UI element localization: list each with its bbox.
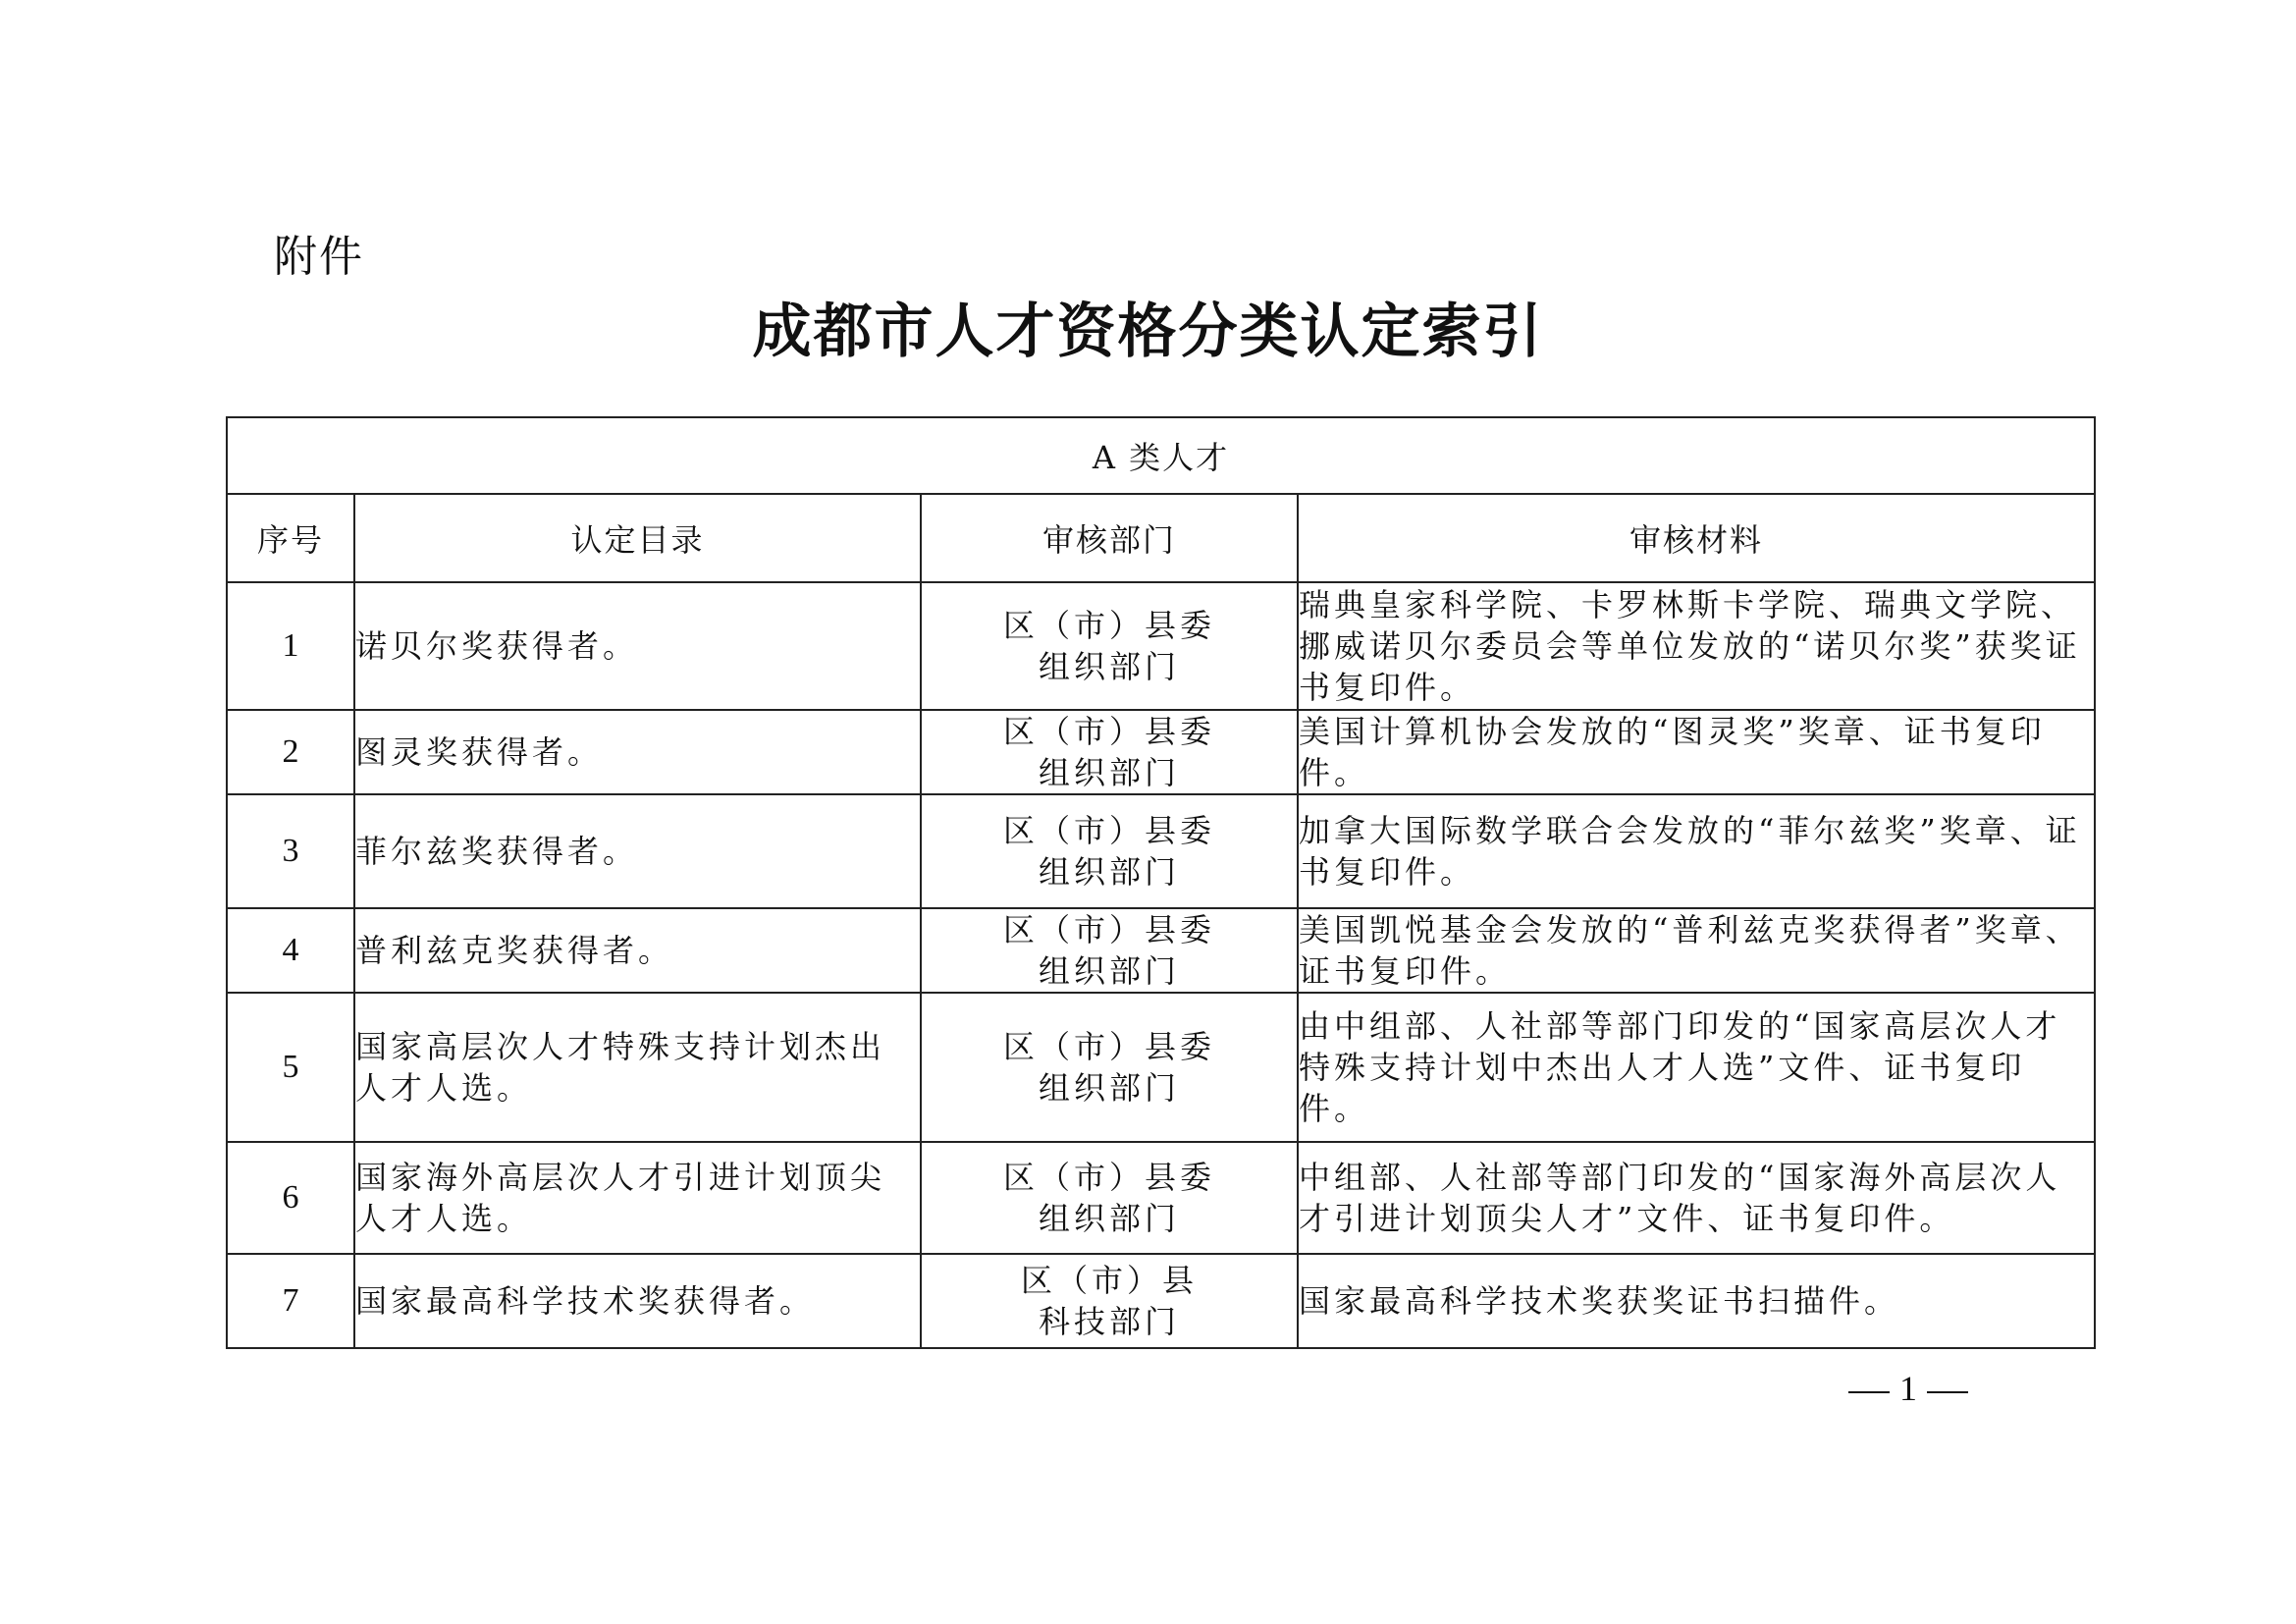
catalog-item: 图灵奖获得者。 (354, 710, 921, 794)
department-line-1: 区（市）县委 (1002, 1159, 1215, 1196)
category-row (227, 417, 2095, 494)
talent-index-table (226, 416, 2096, 1349)
department-line-1: 区（市）县委 (1002, 1028, 1215, 1065)
catalog-item: 诺贝尔奖获得者。 (354, 582, 921, 710)
catalog-item: 国家最高科学技术奖获得者。 (354, 1254, 921, 1348)
review-materials: 国家最高科学技术奖获奖证书扫描件。 (1298, 1254, 2095, 1348)
review-materials: 美国计算机协会发放的“图灵奖”奖章、证书复印件。 (1298, 710, 2095, 794)
review-department (921, 908, 1298, 993)
page-number (0, 1367, 2296, 1410)
review-materials: 中组部、人社部等部门印发的“国家海外高层次人才引进计划顶尖人才”文件、证书复印件。 (1298, 1142, 2095, 1254)
column-header-department: 审核部门 (921, 494, 1298, 582)
column-header-materials: 审核材料 (1298, 494, 2095, 582)
table-row (227, 794, 2095, 908)
department-line-2: 组织部门 (1038, 754, 1180, 791)
department-line-2: 组织部门 (1038, 1069, 1180, 1107)
department-line-1: 区（市）县委 (1002, 607, 1215, 644)
review-department (921, 794, 1298, 908)
department-line-2: 科技部门 (1038, 1303, 1180, 1340)
row-number: 2 (227, 710, 354, 794)
department-line-2: 组织部门 (1038, 648, 1180, 685)
review-materials: 由中组部、人社部等部门印发的“国家高层次人才特殊支持计划中杰出人才人选”文件、证书复印件。 (1298, 993, 2095, 1142)
review-materials: 美国凯悦基金会发放的“普利兹克奖获得者”奖章、证书复印件。 (1298, 908, 2095, 993)
table-row (227, 1254, 2095, 1348)
table-row (227, 710, 2095, 794)
catalog-item: 普利兹克奖获得者。 (354, 908, 921, 993)
table-row (227, 1142, 2095, 1254)
row-number: 6 (227, 1142, 354, 1254)
attachment-label: 附件 (274, 232, 364, 282)
header-row (227, 494, 2095, 582)
department-line-1: 区（市）县委 (1002, 713, 1215, 750)
review-materials: 加拿大国际数学联合会发放的“菲尔兹奖”奖章、证书复印件。 (1298, 794, 2095, 908)
row-number: 1 (227, 582, 354, 710)
row-number: 4 (227, 908, 354, 993)
document-title: 成都市人才资格分类认定索引 (752, 298, 1544, 366)
review-department (921, 710, 1298, 794)
column-header-index: 序号 (227, 494, 354, 582)
row-number: 7 (227, 1254, 354, 1348)
dash-right (1927, 1391, 1968, 1393)
review-materials: 瑞典皇家科学院、卡罗林斯卡学院、瑞典文学院、挪威诺贝尔委员会等单位发放的“诺贝尔奖”获奖证书复印件。 (1298, 582, 2095, 710)
review-department (921, 1254, 1298, 1348)
department-line-1: 区（市）县 (1020, 1262, 1198, 1299)
row-number: 3 (227, 794, 354, 908)
department-line-2: 组织部门 (1038, 1200, 1180, 1237)
row-number: 5 (227, 993, 354, 1142)
category-label: A 类人才 (227, 417, 2095, 494)
table-row (227, 908, 2095, 993)
catalog-item: 国家海外高层次人才引进计划顶尖人才人选。 (354, 1142, 921, 1254)
review-department (921, 993, 1298, 1142)
department-line-2: 组织部门 (1038, 853, 1180, 891)
department-line-1: 区（市）县委 (1002, 812, 1215, 849)
table-row (227, 582, 2095, 710)
dash-left (1848, 1391, 1890, 1393)
table-row (227, 993, 2095, 1142)
review-department (921, 582, 1298, 710)
column-header-catalog: 认定目录 (354, 494, 921, 582)
department-line-1: 区（市）县委 (1002, 911, 1215, 948)
catalog-item: 国家高层次人才特殊支持计划杰出人才人选。 (354, 993, 921, 1142)
page-number-value: 1 (1899, 1369, 1917, 1408)
catalog-item: 菲尔兹奖获得者。 (354, 794, 921, 908)
department-line-2: 组织部门 (1038, 952, 1180, 990)
review-department (921, 1142, 1298, 1254)
